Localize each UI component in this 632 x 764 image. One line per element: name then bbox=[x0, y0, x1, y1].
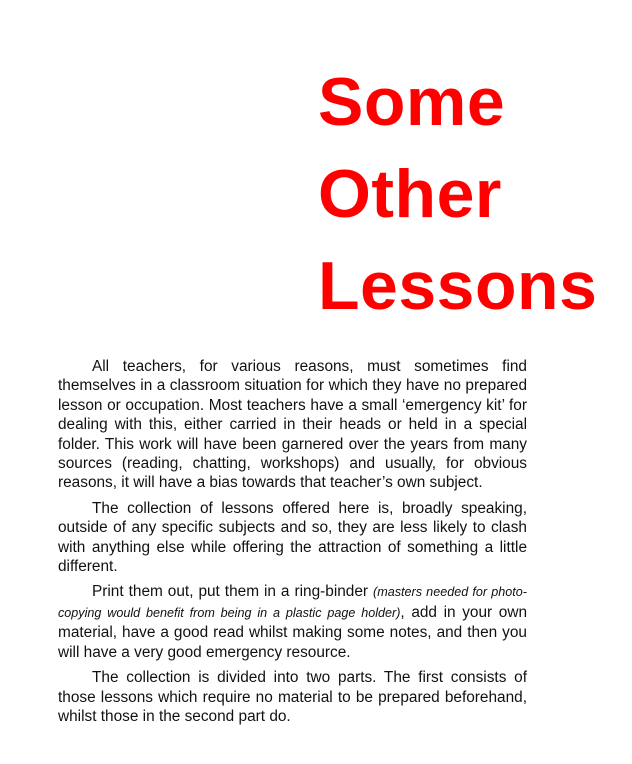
paragraph-3-italic-note: (masters needed for photo-copying would benefit from being in a plastic page holder) bbox=[58, 585, 528, 620]
paragraph-3 bbox=[58, 582, 527, 662]
page-title bbox=[318, 56, 618, 332]
title-line-1: Some bbox=[318, 64, 506, 140]
paragraph-3-start: Print them out, put them in a ring-binder bbox=[92, 583, 374, 601]
paragraph-1: All teachers, for various reasons, must sometimes find themselves in a classroom situation for which they have no prepared lesson or occupation. Most teachers have a small ‘emergency kit’ for dealing with this, either carried in their heads or held in a special folder. This work will have been garnered over the years from many sources (reading, chatting, workshops) and usually, for obvious reasons, it will have a bias towards that teacher’s own subject. bbox=[58, 358, 527, 492]
paragraph-2: The collection of lessons offered here is, broadly speaking, outside of any specific subjects and so, they are less likely to clash with anything else while offering the attraction of something a little different. bbox=[58, 499, 527, 576]
title-line-3: Lessons bbox=[318, 248, 598, 324]
paragraph-3-end: , add in your own material, have a good read whilst making some notes, and then you will have a very good emergency resource. bbox=[58, 603, 527, 661]
body-text bbox=[58, 357, 527, 732]
title-line-2: Other bbox=[318, 156, 502, 232]
paragraph-4: The collection is divided into two parts. The first consists of those lessons which require no material to be prepared beforehand, whilst those in the second part do. bbox=[58, 669, 527, 725]
